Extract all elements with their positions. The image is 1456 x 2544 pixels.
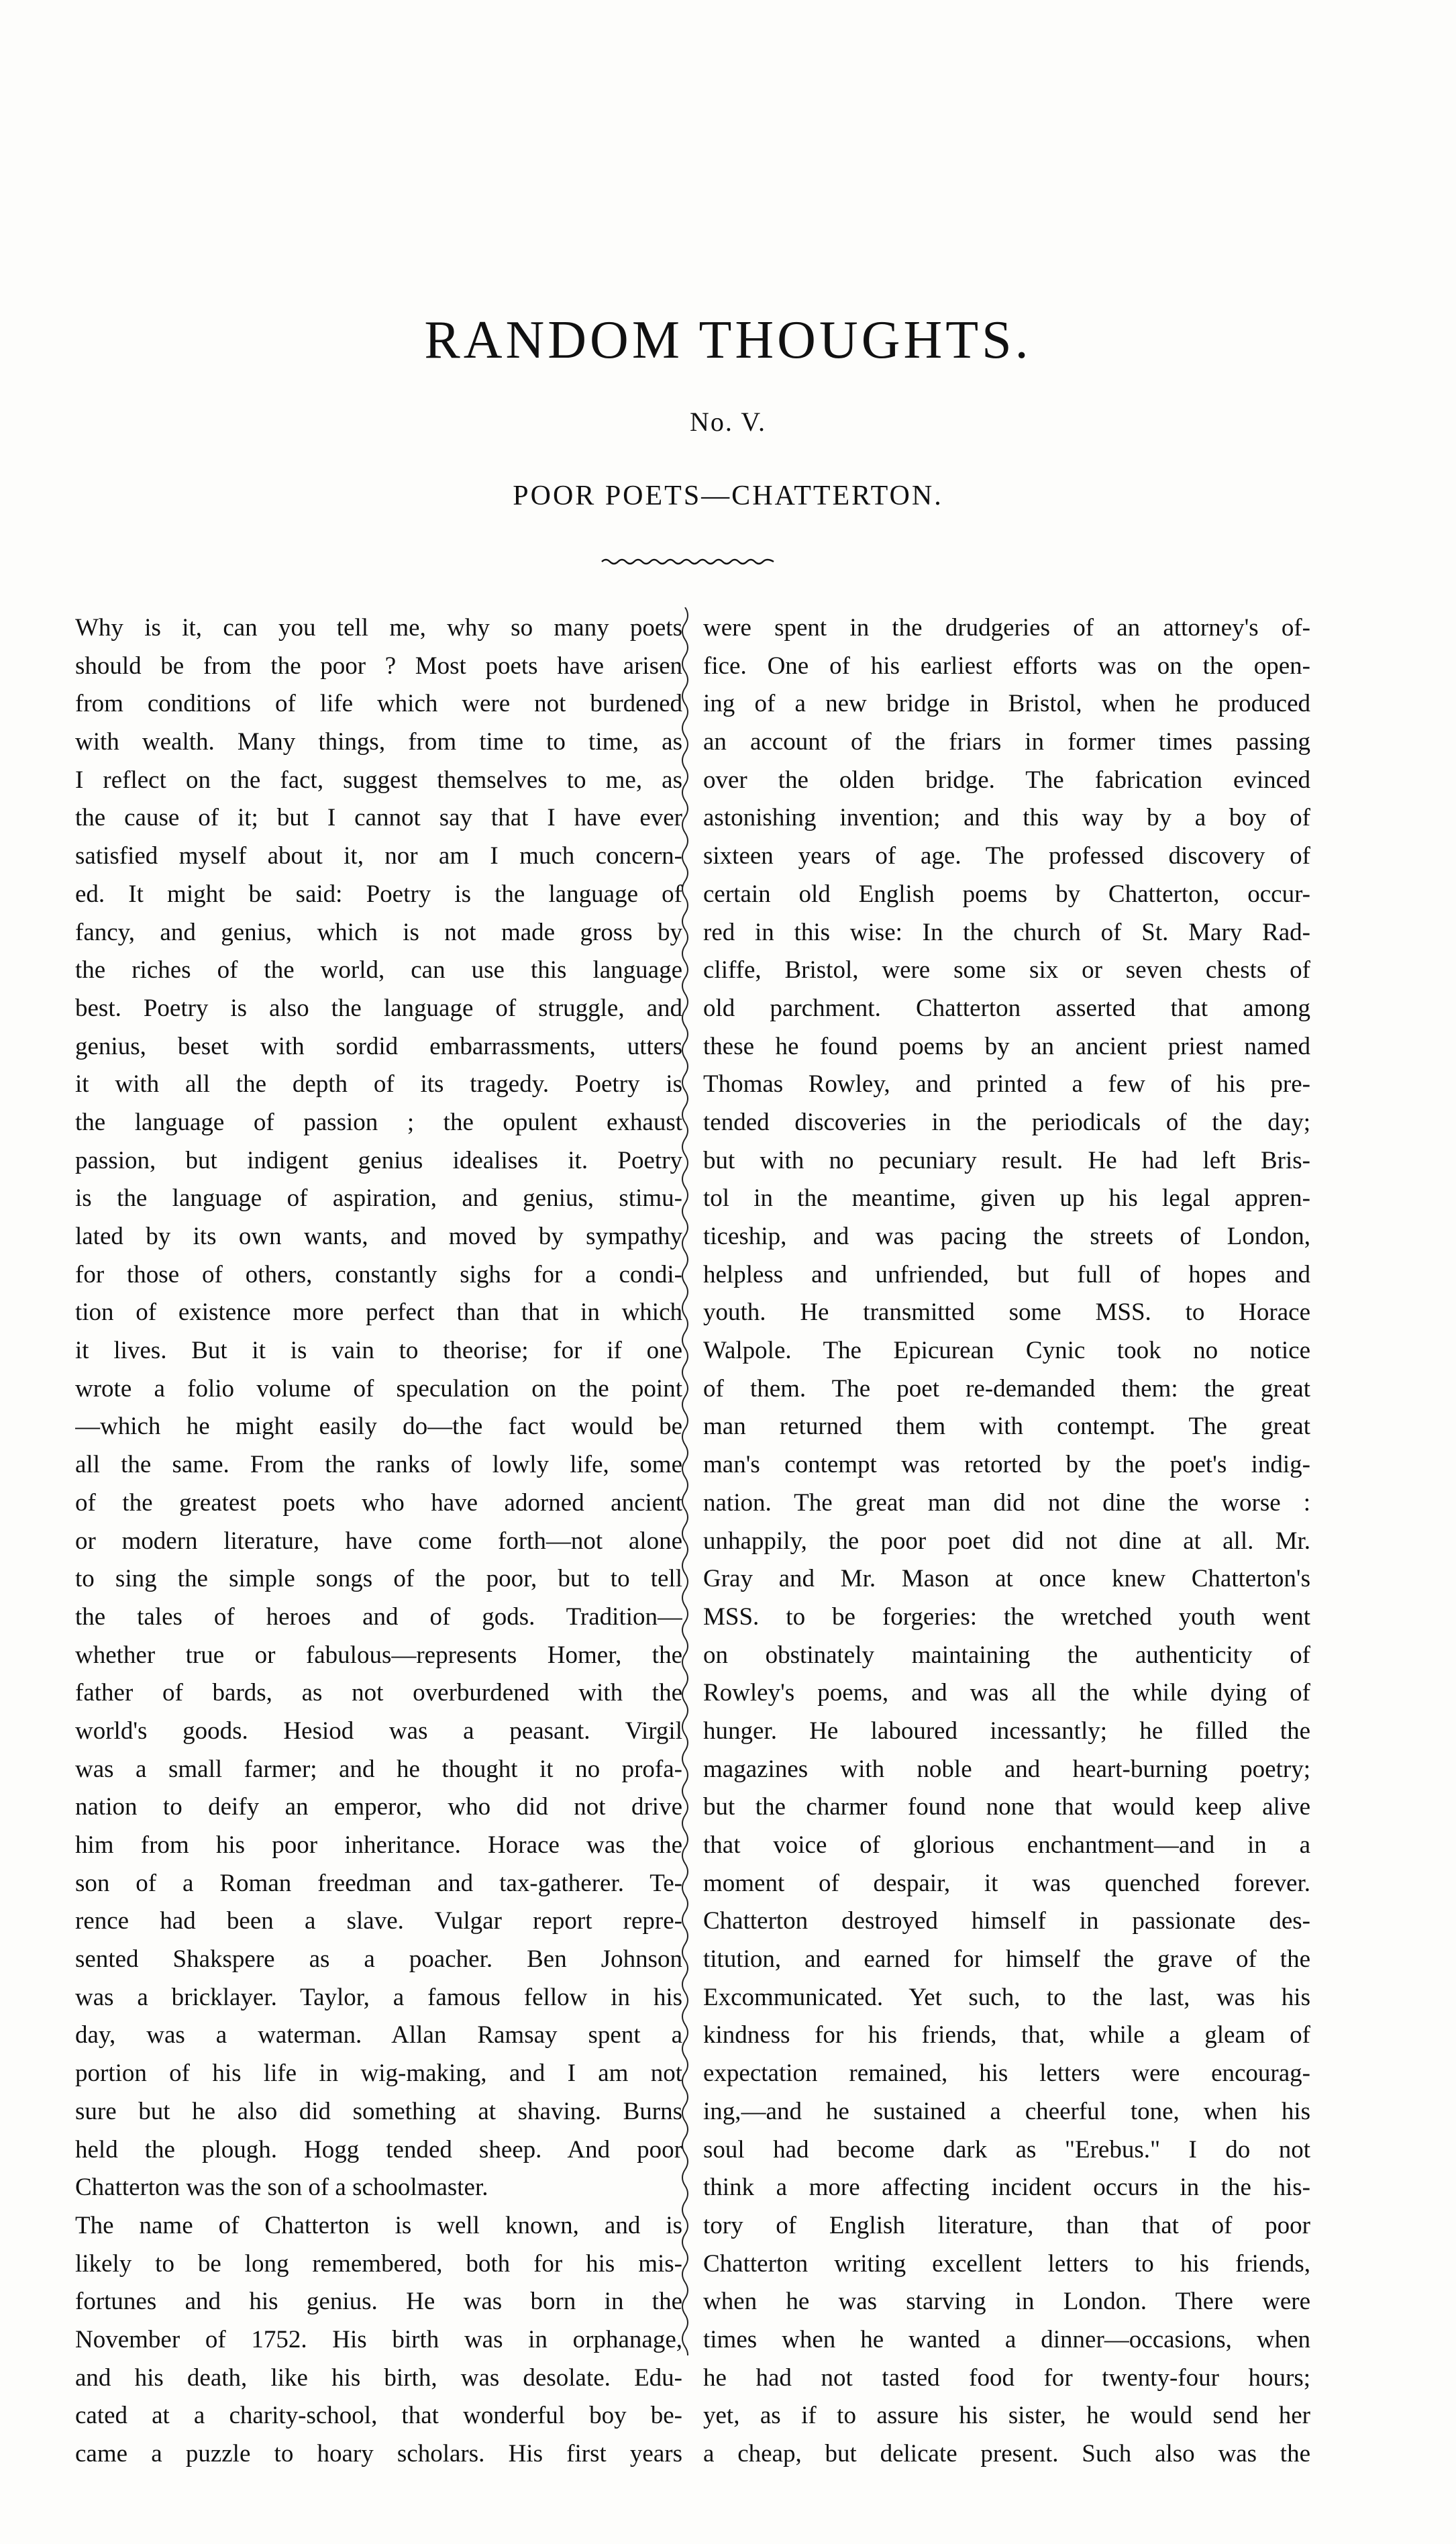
text-line: tended discoveries in the periodicals of the day; xyxy=(703,1108,1310,1136)
text-line: expectation remained, his letters were encourag- xyxy=(703,2059,1310,2088)
text-line: a cheap, but delicate present. Such also was the xyxy=(703,2440,1310,2467)
text-line: ed. It might be said: Poetry is the language of xyxy=(75,880,682,908)
text-line: think a more affecting incident occurs in the his- xyxy=(703,2174,1310,2202)
text-line: of them. The poet re-demanded them: the great xyxy=(703,1374,1310,1403)
text-line: times when he wanted a dinner—occasions, when xyxy=(703,2325,1310,2353)
article-subtitle: POOR POETS—CHATTERTON. xyxy=(513,480,943,511)
text-line: Chatterton was the son of a schoolmaster. xyxy=(75,2174,488,2202)
text-line: man returned them with contempt. The great xyxy=(703,1413,1310,1441)
text-line: son of a Roman freedman and tax-gatherer. Te- xyxy=(75,1869,682,1897)
text-line: to sing the simple songs of the poor, but to tell xyxy=(75,1565,682,1593)
text-line: should be from the poor ? Most poets have arisen xyxy=(75,652,682,680)
text-line: red in this wise: In the church of St. Mary Rad- xyxy=(703,918,1310,946)
ornamental-rule xyxy=(601,556,775,568)
text-line: magazines with noble and heart-burning poetry; xyxy=(703,1755,1310,1783)
text-line: genius, beset with sordid embarrassments, utters xyxy=(75,1032,682,1060)
text-line: he had not tasted food for twenty-four hours; xyxy=(703,2363,1310,2392)
text-line: yet, as if to assure his sister, he would send her xyxy=(703,2402,1310,2430)
text-line: Chatterton writing excellent letters to his friends, xyxy=(703,2249,1310,2278)
text-line: for those of others, constantly sighs for a condi- xyxy=(75,1260,682,1288)
text-line: I reflect on the fact, suggest themselves to me, as xyxy=(75,766,682,794)
text-line: certain old English poems by Chatterton, occur- xyxy=(703,880,1310,908)
text-line: fice. One of his earliest efforts was on the open- xyxy=(703,652,1310,680)
text-line: titution, and earned for himself the grave of the xyxy=(703,1945,1310,1974)
text-line: Rowley's poems, and was all the while dying of xyxy=(703,1679,1310,1707)
text-line: ticeship, and was pacing the streets of London, xyxy=(703,1223,1310,1250)
text-line: unhappily, the poor poet did not dine at all. Mr. xyxy=(703,1527,1310,1555)
text-line: lated by its own wants, and moved by sympathy xyxy=(75,1223,682,1250)
text-line: astonishing invention; and this way by a boy of xyxy=(703,804,1310,832)
text-line: portion of his life in wig-making, and I am not xyxy=(75,2059,682,2088)
text-line: is the language of aspiration, and genius, stimu- xyxy=(75,1184,682,1213)
article-number: No. V. xyxy=(690,407,766,437)
text-line: nation to deify an emperor, who did not drive xyxy=(75,1793,682,1821)
text-line: sixteen years of age. The professed discovery of xyxy=(703,842,1310,870)
text-line: tory of English literature, than that of poor xyxy=(703,2211,1310,2239)
text-line: it with all the depth of its tragedy. Poetry is xyxy=(75,1070,682,1099)
text-line: cliffe, Bristol, were some six or seven chests of xyxy=(703,956,1310,984)
text-line: the riches of the world, can use this language xyxy=(75,956,682,984)
text-line: day, was a waterman. Allan Ramsay spent a xyxy=(75,2021,682,2049)
text-line: sure but he also did something at shaving. Burns xyxy=(75,2097,682,2125)
text-line: satisfied myself about it, nor am I much concern- xyxy=(75,842,682,870)
text-line: fortunes and his genius. He was born in the xyxy=(75,2288,682,2316)
text-line: that voice of glorious enchantment—and in a xyxy=(703,1831,1310,1859)
text-line: or modern literature, have come forth—not alone xyxy=(75,1527,682,1555)
text-line: from conditions of life which were not burdened xyxy=(75,690,682,718)
text-line: these he found poems by an ancient priest named xyxy=(703,1032,1310,1060)
text-line: sented Shakspere as a poacher. Ben Johnson xyxy=(75,1945,682,1974)
text-line: The name of Chatterton is well known, and is xyxy=(75,2211,682,2239)
text-line: ing of a new bridge in Bristol, when he produced xyxy=(703,690,1310,718)
text-line: old parchment. Chatterton asserted that among xyxy=(703,994,1310,1022)
text-line: on obstinately maintaining the authenticity of xyxy=(703,1641,1310,1669)
text-line: man's contempt was retorted by the poet's indig- xyxy=(703,1451,1310,1479)
column-divider xyxy=(675,607,695,2355)
text-line: the cause of it; but I cannot say that I have ever xyxy=(75,804,682,832)
text-line: the tales of heroes and of gods. Tradition— xyxy=(75,1602,682,1631)
text-line: Chatterton destroyed himself in passionate des- xyxy=(703,1907,1310,1935)
text-line: of the greatest poets who have adorned ancient xyxy=(75,1488,682,1517)
article-title: RANDOM THOUGHTS. xyxy=(424,311,1032,370)
text-line: MSS. to be forgeries: the wretched youth went xyxy=(703,1602,1310,1631)
text-line: all the same. From the ranks of lowly life, some xyxy=(75,1451,682,1479)
text-line: the language of passion ; the opulent exhaust xyxy=(75,1108,682,1136)
text-line: whether true or fabulous—represents Homer, the xyxy=(75,1641,682,1669)
text-line: Gray and Mr. Mason at once knew Chatterton's xyxy=(703,1565,1310,1593)
text-line: tol in the meantime, given up his legal appren- xyxy=(703,1184,1310,1213)
text-line: hunger. He laboured incessantly; he filled the xyxy=(703,1717,1310,1745)
text-line: Why is it, can you tell me, why so many poets xyxy=(75,614,682,642)
text-line: was a bricklayer. Taylor, a famous fellow in his xyxy=(75,1983,682,2011)
text-line: held the plough. Hogg tended sheep. And poor xyxy=(75,2135,682,2164)
text-line: kindness for his friends, that, while a gleam of xyxy=(703,2021,1310,2049)
text-line: and his death, like his birth, was desolate. Edu- xyxy=(75,2363,682,2392)
text-line: world's goods. Hesiod was a peasant. Virgil xyxy=(75,1717,682,1745)
text-line: rence had been a slave. Vulgar report repre- xyxy=(75,1907,682,1935)
text-line: it lives. But it is vain to theorise; for if one xyxy=(75,1337,682,1365)
text-line: over the olden bridge. The fabrication evinced xyxy=(703,766,1310,794)
text-line: came a puzzle to hoary scholars. His first years xyxy=(75,2440,682,2467)
text-line: helpless and unfriended, but full of hopes and xyxy=(703,1260,1310,1288)
text-line: nation. The great man did not dine the worse : xyxy=(703,1488,1310,1517)
text-line: moment of despair, it was quenched forever. xyxy=(703,1869,1310,1897)
text-line: fancy, and genius, which is not made gross by xyxy=(75,918,682,946)
text-line: but the charmer found none that would keep alive xyxy=(703,1793,1310,1821)
text-line: November of 1752. His birth was in orphanage, xyxy=(75,2325,682,2353)
text-line: father of bards, as not overburdened with the xyxy=(75,1679,682,1707)
text-line: was a small farmer; and he thought it no profa- xyxy=(75,1755,682,1783)
right-column xyxy=(703,609,1310,2474)
text-line: ing,—and he sustained a cheerful tone, when his xyxy=(703,2097,1310,2125)
text-line: but with no pecuniary result. He had left Bris- xyxy=(703,1146,1310,1174)
text-line: —which he might easily do—the fact would be xyxy=(75,1413,682,1441)
text-line: passion, but indigent genius idealises it. Poetry xyxy=(75,1146,682,1174)
text-line: youth. He transmitted some MSS. to Horace xyxy=(703,1299,1310,1327)
text-line: cated at a charity-school, that wonderful boy be- xyxy=(75,2402,682,2430)
text-line: Excommunicated. Yet such, to the last, was his xyxy=(703,1983,1310,2011)
text-line: Thomas Rowley, and printed a few of his pre- xyxy=(703,1070,1310,1099)
text-line: when he was starving in London. There were xyxy=(703,2288,1310,2316)
text-line: likely to be long remembered, both for his mis- xyxy=(75,2249,682,2278)
text-line: best. Poetry is also the language of struggle, and xyxy=(75,994,682,1022)
text-line: an account of the friars in former times passing xyxy=(703,728,1310,756)
text-line: with wealth. Many things, from time to time, as xyxy=(75,728,682,756)
text-line: soul had become dark as "Erebus." I do not xyxy=(703,2135,1310,2164)
text-line: tion of existence more perfect than that in which xyxy=(75,1299,682,1327)
text-line: him from his poor inheritance. Horace was the xyxy=(75,1831,682,1859)
left-column xyxy=(75,609,682,2474)
text-line: Walpole. The Epicurean Cynic took no notice xyxy=(703,1337,1310,1365)
text-line: wrote a folio volume of speculation on the point xyxy=(75,1374,682,1403)
text-line: were spent in the drudgeries of an attorney's of- xyxy=(703,614,1310,642)
